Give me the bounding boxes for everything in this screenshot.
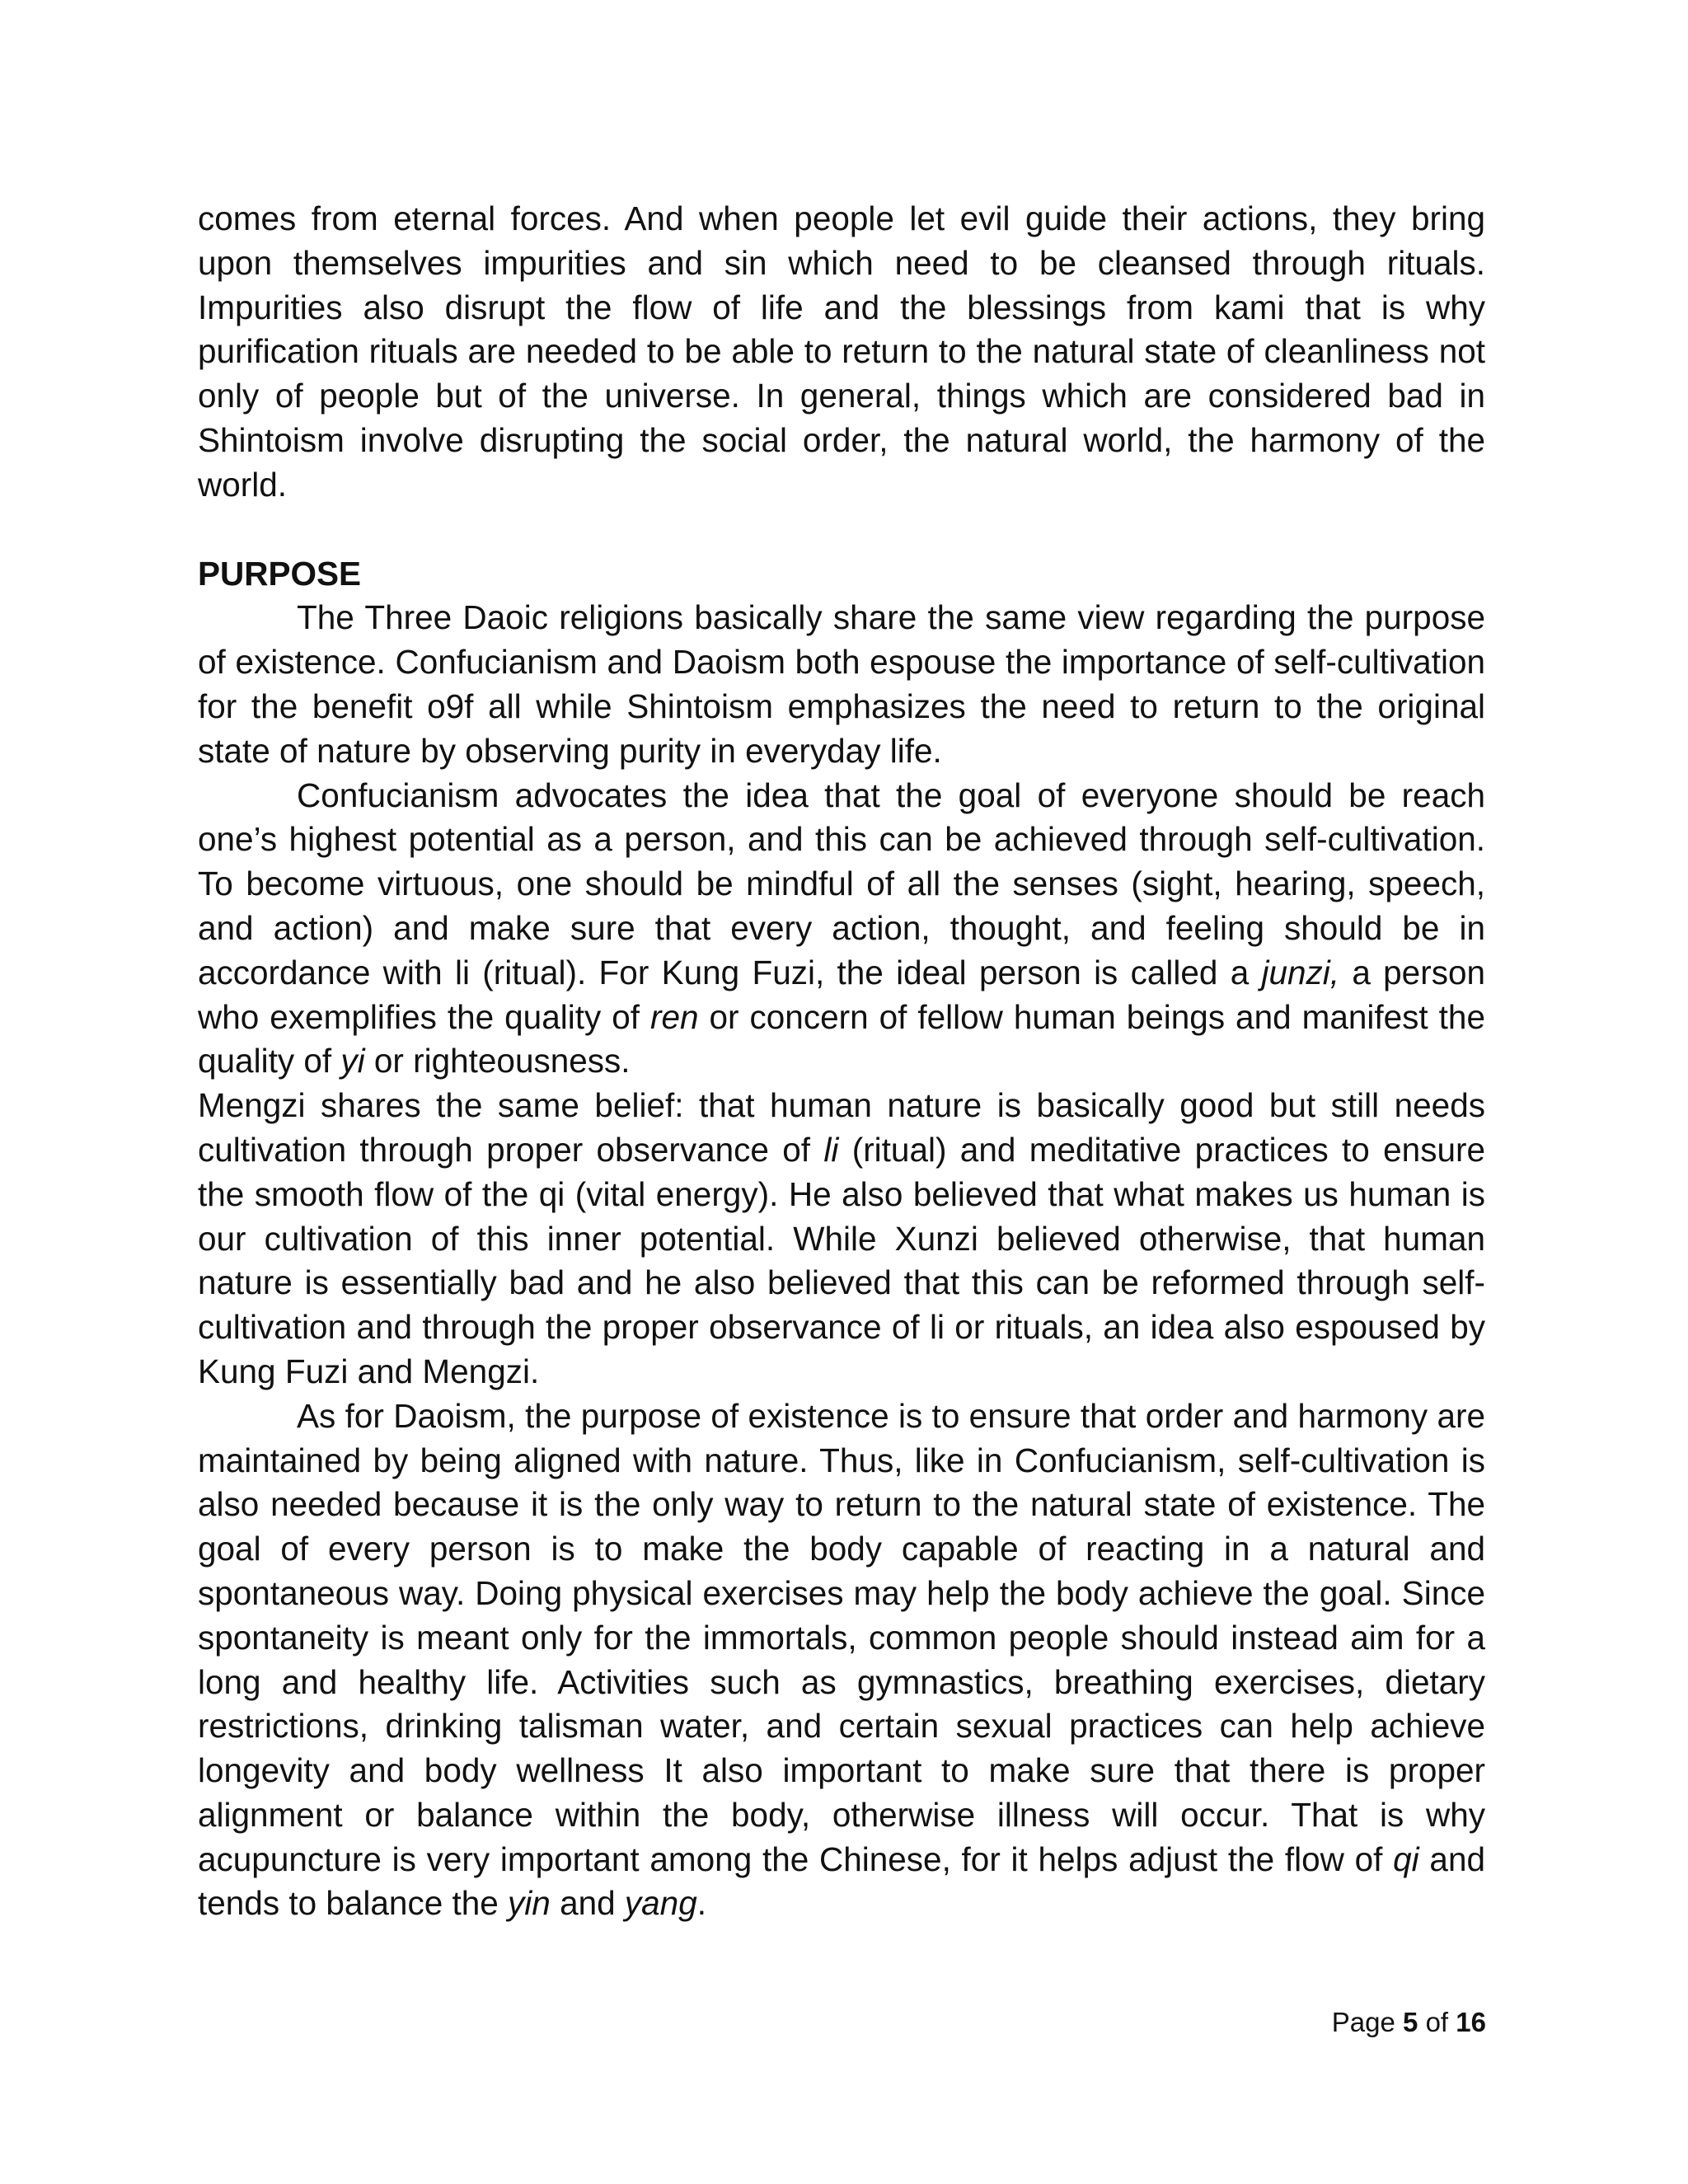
text-run: . — [696, 1884, 706, 1923]
paragraph-purpose-intro: The Three Daoic religions basically share the same view regarding the purpose of existence. Confucianism and Daoism both espouse the importance of self-cultivation for the benefit o9f all while Shintoism emphasizes the need to return to the original state of nature by observing purity in everyday life. — [198, 598, 1485, 770]
text-run: Mengzi shares the same belief: that human nature is basically good but still needs cultivation through proper observance of — [198, 1086, 1485, 1169]
term-li: li — [823, 1130, 839, 1169]
text-run: a person who exemplifies the quality of — [198, 953, 1485, 1036]
text-run: and tends to balance the — [198, 1840, 1485, 1923]
term-yin: yin — [508, 1884, 551, 1923]
paragraph-confucianism — [198, 774, 1485, 1085]
text-run: (ritual) and meditative practices to ensure the smooth flow of the qi (vital energy). He also believed that what makes us human is our cultivation of this inner potential. While Xunzi believed otherwise, that human nature is essentially bad and he also believed that this can be reformed through self-cultivation and through the proper observance of li or rituals, an idea also espoused by Kung Fuzi and Mengzi. — [198, 1130, 1485, 1390]
page-label: Page — [1331, 2007, 1395, 2037]
term-junzi: junzi, — [1261, 953, 1340, 991]
term-qi: qi — [1393, 1840, 1419, 1878]
term-yi: yi — [340, 1042, 365, 1080]
total-pages: 16 — [1456, 2007, 1486, 2037]
text-run: Confucianism advocates the idea that the goal of everyone should be reach one’s highest potential as a person, and this can be achieved through self-cultivation. To become virtuous, one should be mindful of all the senses (sight, hearing, speech, and action) and make sure that every action, thought, and feeling should be in accordance with li (ritual). For Kung Fuzi, the ideal person is called a — [198, 776, 1485, 991]
paragraph-shintoism-impurities: comes from eternal forces. And when people let evil guide their actions, they bring upon themselves impurities and sin which need to be cleansed through rituals. Impurities also disrupt the flow of life and the blessings from kami that is why purification rituals are needed to be able to return to the natural state of cleanliness not only of people but of the universe. In general, things which are considered bad in Shintoism involve disrupting the social order, the natural world, the harmony of the world. — [198, 199, 1485, 504]
page-of: of — [1425, 2007, 1449, 2037]
term-yang: yang — [624, 1884, 697, 1923]
section-heading-purpose: PURPOSE — [198, 554, 362, 593]
paragraph-mengzi — [198, 1084, 1485, 1394]
text-run: or concern of fellow human beings and manifest the quality of — [198, 997, 1485, 1080]
current-page: 5 — [1403, 2007, 1418, 2037]
page-body — [198, 197, 1485, 1926]
text-run: or righteousness. — [364, 1042, 631, 1080]
page-number — [1332, 2006, 1486, 2039]
term-ren: ren — [649, 997, 699, 1036]
text-run: and — [550, 1884, 625, 1923]
text-run: As for Daoism, the purpose of existence is to ensure that order and harmony are maintained by being aligned with nature. Thus, like in Confucianism, self-cultivation is also needed because it is the only way to return to the natural state of existence. The goal of every person is to make the body capable of reacting in a natural and spontaneous way. Doing physical exercises may help the body achieve the goal. Since spontaneity is meant only for the immortals, common people should instead aim for a long and healthy life. Activities such as gymnastics, breathing exercises, dietary restrictions, drinking talisman water, and certain sexual practices can help achieve longevity and body wellness It also important to make sure that there is proper alignment or balance within the body, otherwise illness will occur. That is why acupuncture is very important among the Chinese, for it helps adjust the flow of — [198, 1396, 1485, 1878]
paragraph-daoism — [198, 1394, 1485, 1927]
